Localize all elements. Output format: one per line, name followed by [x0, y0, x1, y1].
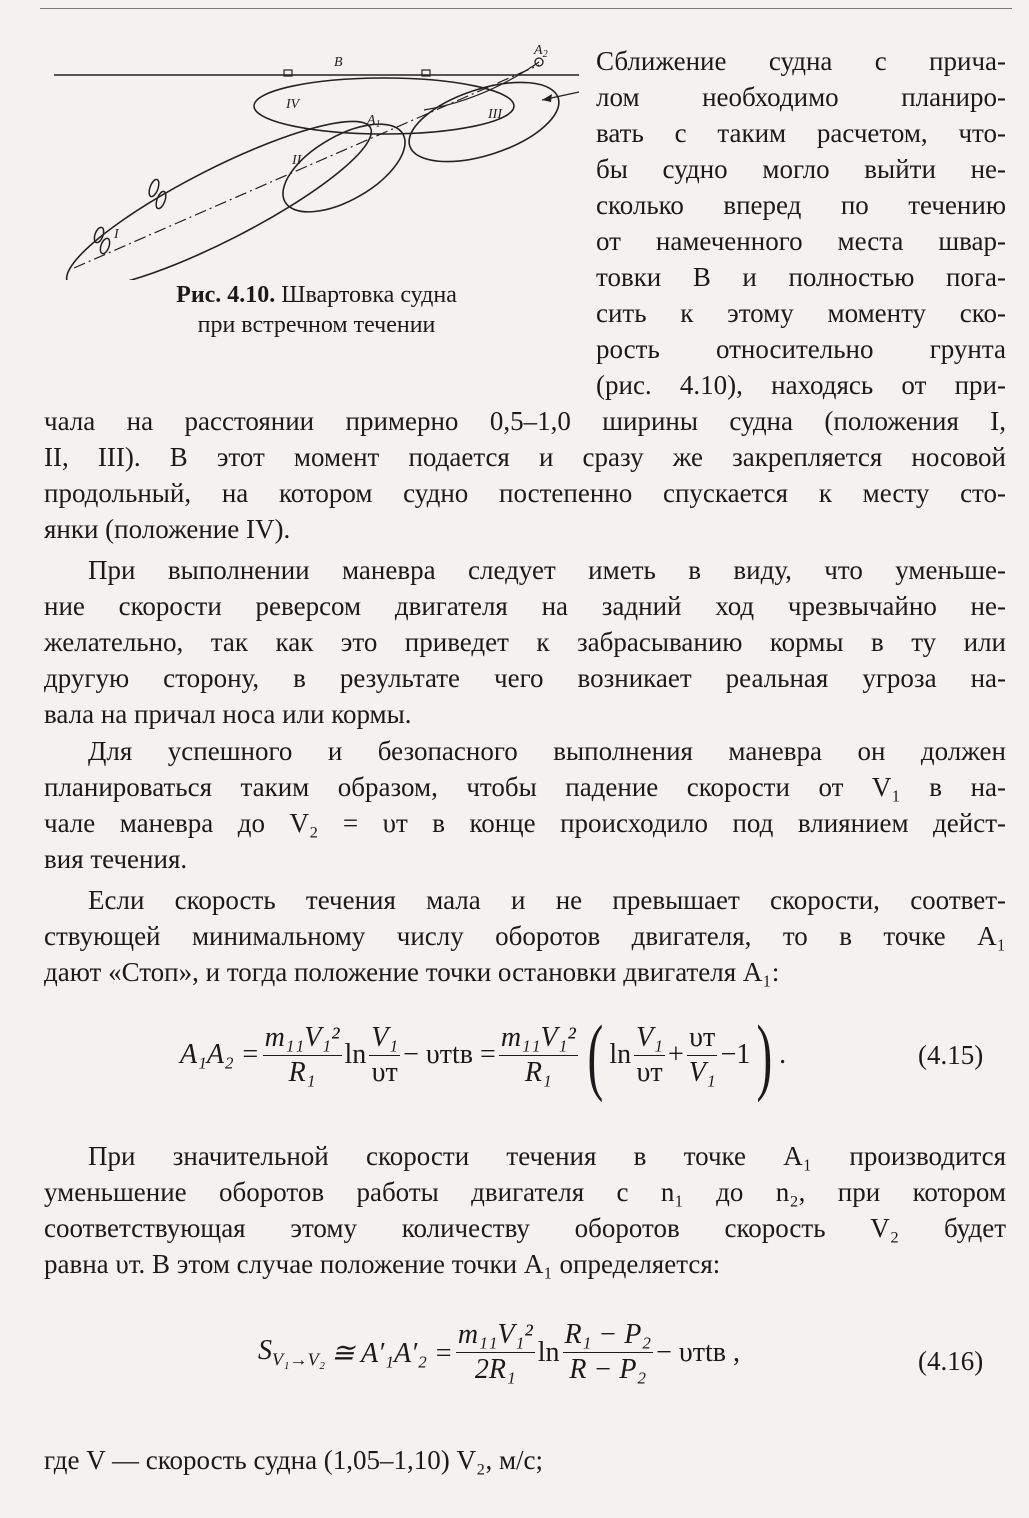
eq1-lhs: A₁A₂ = — [180, 1039, 260, 1070]
text-line: вать с таким расчетом, что- — [596, 118, 1006, 148]
text-line: другую сторону, в результате чего возникает реальная угроза на- — [44, 663, 1006, 693]
equation-number-4-16: (4.16) — [918, 1346, 984, 1376]
eq1-minus-one: −1 — [720, 1039, 751, 1070]
text-line: (рис. 4.10), находясь от при- — [596, 370, 1006, 400]
text-line: сколько вперед по течению — [596, 190, 1006, 220]
ship-track — [74, 65, 539, 268]
eq1-ln-2: ln — [609, 1039, 632, 1070]
text-line: чала на расстоянии примерно 0,5–1,0 ширины судна (положения I, — [44, 406, 1006, 436]
equation-4-15 — [180, 1007, 787, 1103]
label-iii: III — [488, 107, 502, 122]
caption-text: Швартовка судна — [275, 282, 457, 308]
eq1-end: . — [779, 1039, 787, 1070]
text-line: ние скорости реверсом двигателя на задний ход чрезвычайно не- — [44, 591, 1006, 621]
right-paren: ) — [756, 1007, 773, 1103]
text-line: вия течения. — [44, 844, 188, 874]
text-line: уменьшение оборотов работы двигателя с n₁ до n₂, при котором — [44, 1177, 1006, 1207]
text-line: Для успешного и безопасного выполнения маневра он должен — [88, 736, 1006, 766]
figure-4-10 — [44, 40, 589, 340]
text-line: товки B и полностью пога- — [596, 262, 1006, 292]
current-arrow-head — [542, 94, 552, 102]
text-line: чале маневра до V₂ = υт в конце происходило под влиянием дейст- — [44, 808, 1006, 838]
definition-line — [44, 1442, 1006, 1478]
label-ii: II — [292, 153, 302, 168]
eq2-lhs: $S_{V_1\to V_2}$ — [258, 1334, 326, 1370]
label-a1: $A_1$ — [367, 113, 381, 130]
paragraph-5 — [44, 1138, 1006, 1282]
text-line: ствующей минимальному числу оборотов двигателя, то в точке A₁ — [44, 921, 1006, 951]
label-a2: $A_2$ — [534, 43, 548, 60]
text-line: где V — скорость судна (1,05–1,10) V₂, м/с; — [44, 1445, 544, 1475]
eq1-fraction-1: $\frac{\text{m₁₁V₁²}}{\text{R₁}}$ — [264, 1021, 340, 1088]
eq2-fraction-2: $\frac{\text{R₁ − P₂}}{\text{R − P₂}}$ — [564, 1319, 652, 1385]
berthing-diagram — [44, 40, 589, 280]
eq2-fraction-1: $\frac{\text{m₁₁V₁²}}{\text{2R₁}}$ — [457, 1319, 533, 1385]
text-line: Если скорость течения мала и не превышает скорости, соответ- — [88, 885, 1006, 915]
ship-position-iii — [400, 67, 569, 178]
text-line: продольный, на котором судно постепенно спускается к месту сто- — [44, 478, 1006, 508]
equation-number-4-15: (4.15) — [918, 1040, 984, 1070]
text-line: желательно, так как это приведет к забрасыванию кормы в ту или — [44, 627, 1006, 657]
paragraph-3 — [44, 733, 1006, 877]
text-line: При выполнении маневра следует иметь в виду, что уменьше- — [88, 555, 1006, 585]
text-line: дают «Стоп», и тогда положение точки остановки двигателя A₁: — [44, 957, 780, 987]
text-line: Сближение судна с прича- — [596, 46, 1006, 76]
text-line: равна υт. В этом случае положение точки A₁ определяется: — [44, 1249, 721, 1279]
paragraph-1 — [44, 403, 1006, 547]
eq1-fraction-5: $\frac{\upsilon т}{\text{V₁}}$ — [688, 1021, 716, 1088]
side-paragraph — [596, 43, 1006, 403]
text-line: бы судно могло выйти не- — [596, 154, 1006, 184]
text-line: лом необходимо планиро- — [596, 82, 1006, 112]
text-line: соответствующая этому количеству оборотов скорость V₂ будет — [44, 1213, 1006, 1243]
eq1-plus: + — [668, 1039, 684, 1070]
eq1-mid: − υтtв = — [403, 1039, 496, 1070]
left-paren: ( — [587, 1007, 603, 1103]
top-rule — [40, 8, 1012, 9]
paragraph-4 — [44, 882, 1006, 990]
caption-line-2: при встречном течении — [197, 312, 436, 338]
equation-4-16 — [258, 1318, 740, 1387]
mooring-line — [424, 62, 539, 110]
eq1-fraction-3: $\frac{\text{m₁₁V₁²}}{\text{R₁}}$ — [500, 1021, 576, 1088]
paragraph-2 — [44, 552, 1006, 732]
label-iv: IV — [286, 97, 300, 112]
text-line: При значительной скорости течения в точке A₁ производится — [88, 1141, 1006, 1171]
text-line: от намеченного места швар- — [596, 226, 1006, 256]
eq1-fraction-2: $\frac{\text{V₁}}{\upsilon т}$ — [371, 1021, 399, 1088]
eq2-ln: ln — [537, 1336, 560, 1368]
label-i: I — [114, 227, 119, 242]
text-line: рость относительно грунта — [596, 334, 1006, 364]
text-line: планироваться таким образом, чтобы падение скорости от V₁ в на- — [44, 772, 1006, 802]
caption-label: Рис. 4.10. — [176, 282, 276, 308]
eq1-fraction-4: $\frac{\text{V₁}}{\upsilon т}$ — [636, 1021, 663, 1088]
text-line: вала на причал носа или кормы. — [44, 699, 412, 729]
text-line: янки (положение IV). — [44, 514, 291, 544]
figure-caption — [44, 280, 589, 340]
eq2-approx: ≅ A′₁A′₂ = — [331, 1337, 453, 1369]
text-line: сить к этому моменту ско- — [596, 298, 1006, 328]
label-b: B — [334, 55, 343, 70]
eq1-ln: ln — [344, 1039, 367, 1070]
eq2-tail: − υтtв , — [656, 1336, 741, 1368]
text-line: II, III). В этот момент подается и сразу же закрепляется носовой — [44, 442, 1006, 472]
